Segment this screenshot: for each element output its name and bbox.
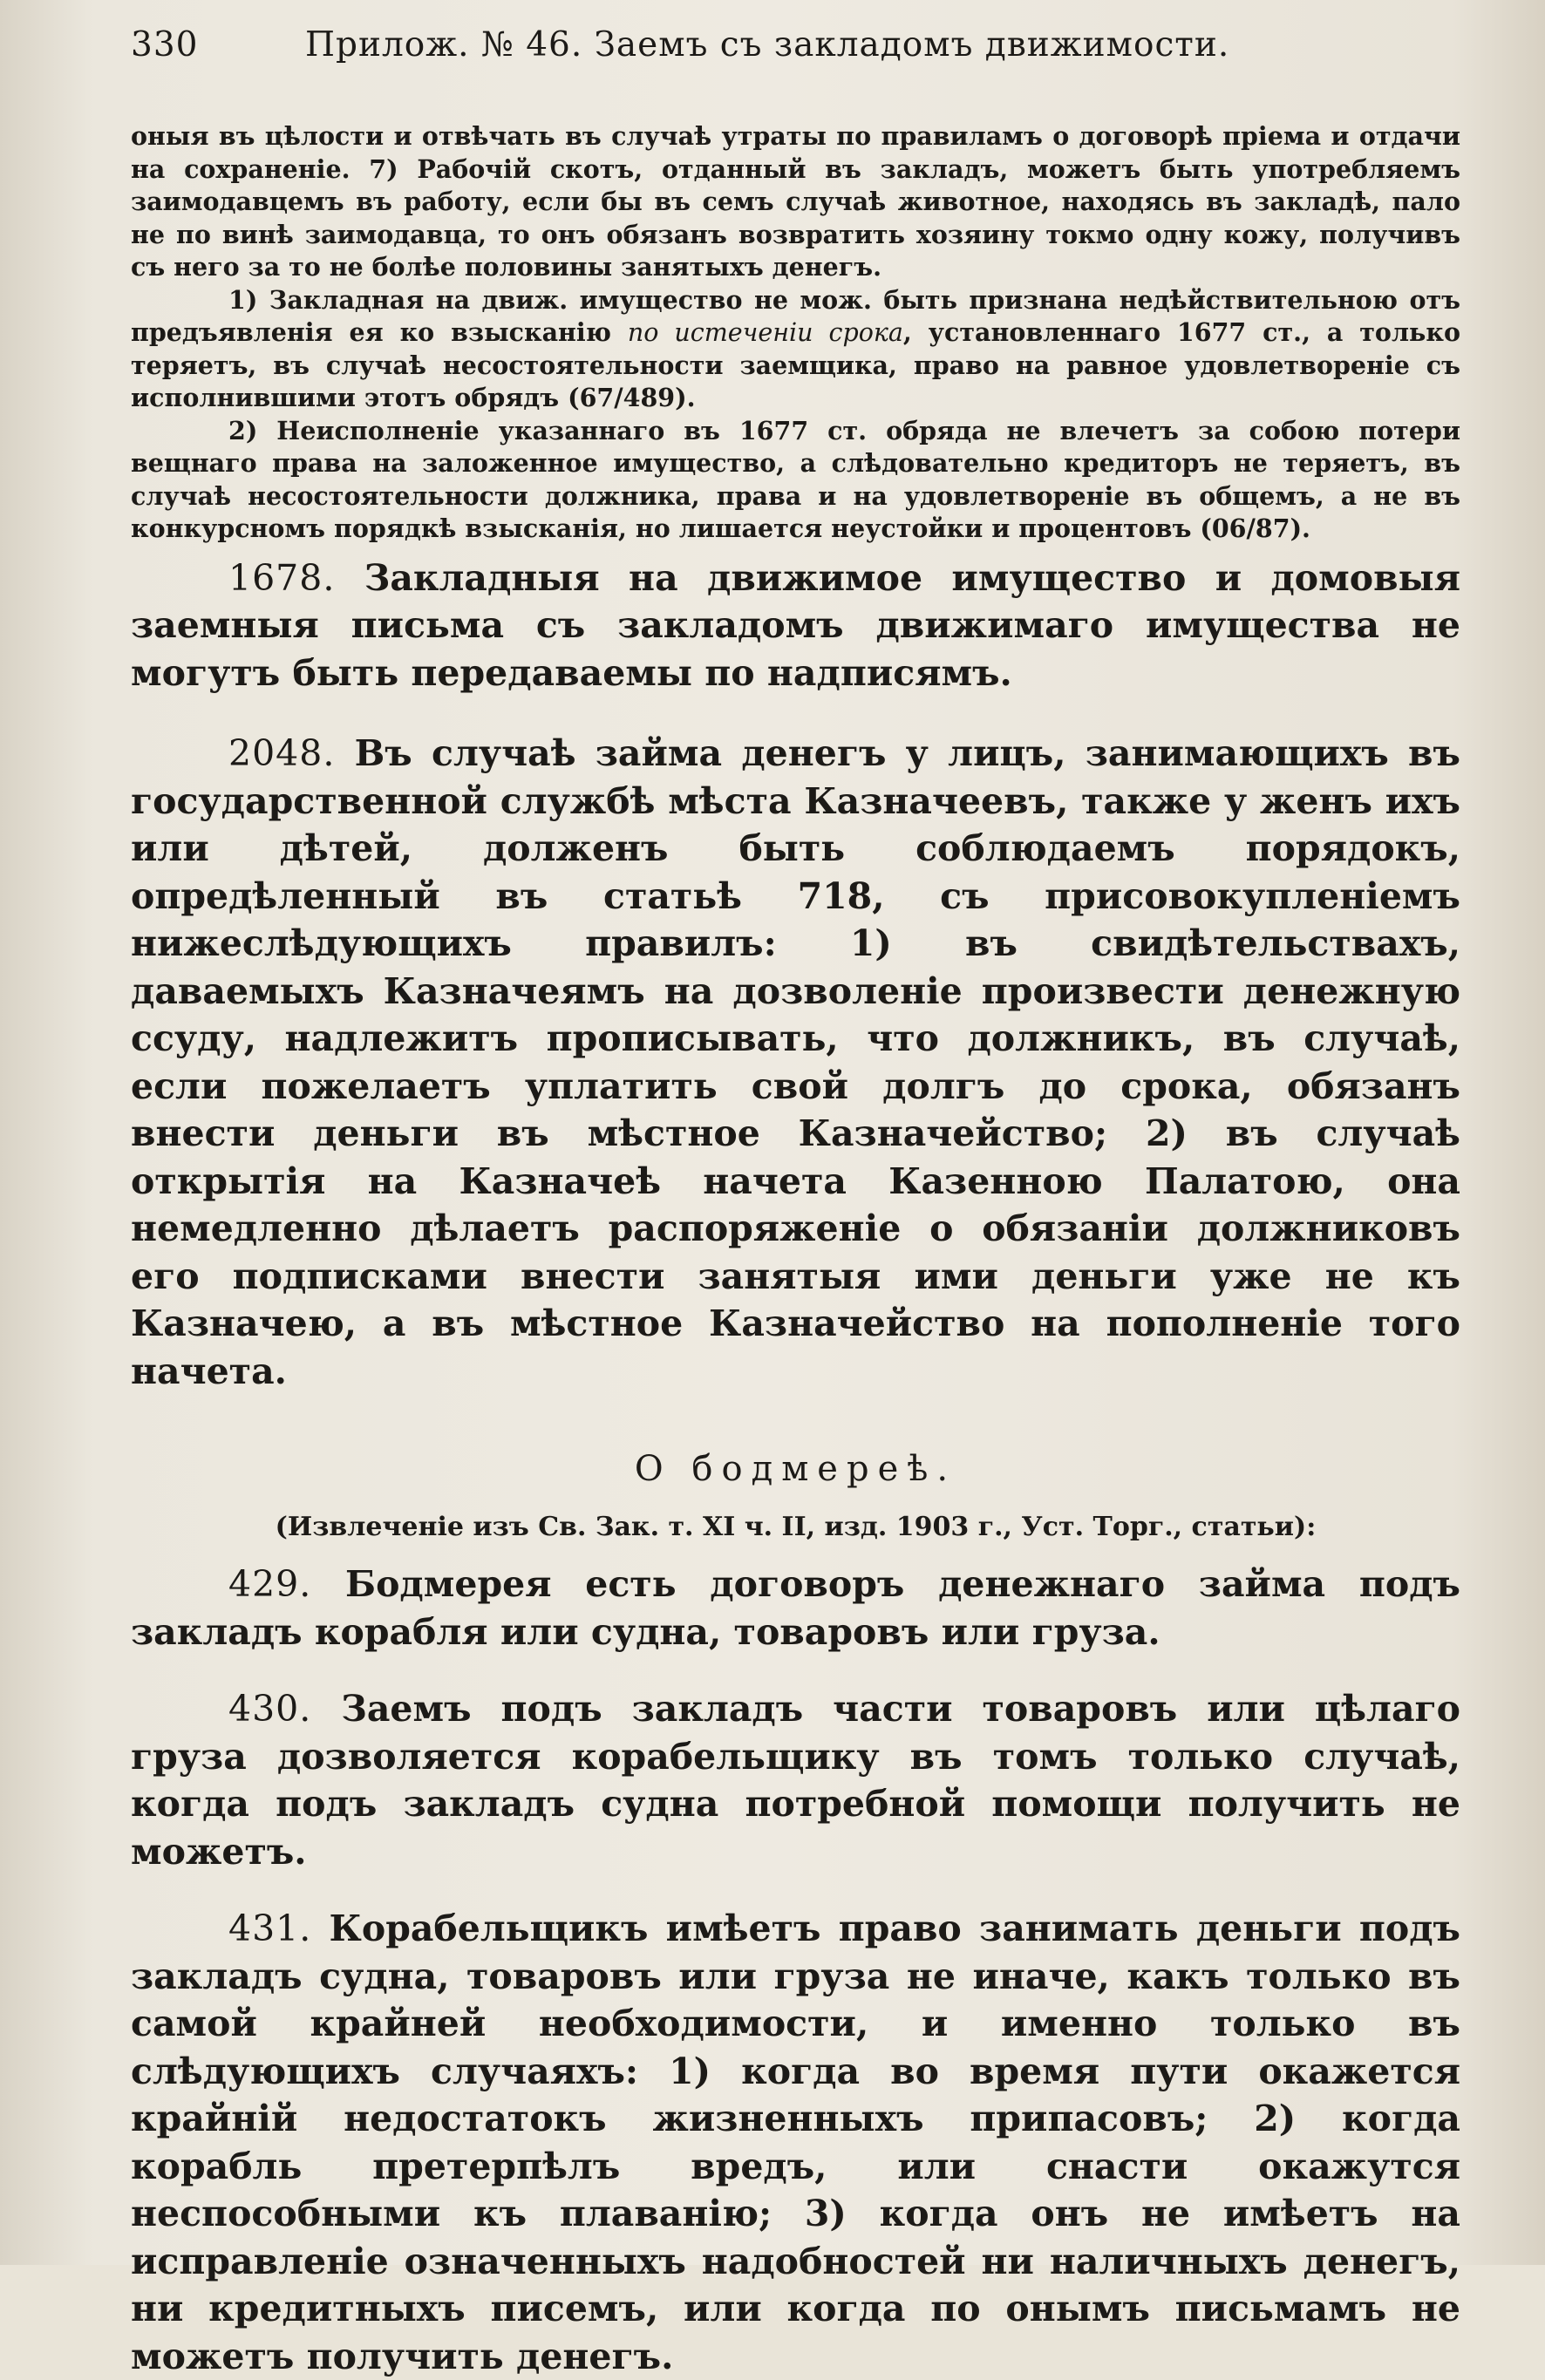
continued-text: оныя въ цѣлости и отвѣчать въ случаѣ утраты по правиламъ о договорѣ пріема и отдачи на сохраненіе. 7) Рабочій скотъ, отданный въ закладъ, можетъ быть употребляемъ заимодавцемъ въ работу, если бы въ семъ случаѣ животное, находясь въ закладѣ, пало не по винѣ заимодавца, то онъ обязанъ возвратить хозяину токмо одну кожу, получивъ съ него за то не болѣе половины занятыхъ денегъ. [131,121,1460,282]
article-number: 2048. [228,732,336,774]
article-text: Корабельщикъ имѣетъ право занимать деньги подъ закладъ судна, товаровъ или груза не иначе, какъ только въ самой крайней необходимости, и именно только въ слѣдующихъ случаяхъ: 1) когда во время пути окажется крайній недостатокъ жизненныхъ припасовъ; 2) когда корабль претерпѣлъ вредъ, или снасти окажутся неспособными къ плаванію; 3) когда онъ не имѣетъ на исправленіе означенныхъ надобностей ни наличныхъ денегъ, ни кредитныхъ писемъ, или когда по онымъ письмамъ не можетъ получить денегъ. [131,1907,1460,2377]
footnote-1-text-b: , установленнаго 1677 ст., а только теряетъ, въ случаѣ несостоятельности заемщика, право на равное удовлетвореніе съ исполнившими этотъ обрядъ (67/489). [131,317,1460,412]
article-430 [131,1685,1460,1875]
page-content [131,24,1460,2380]
running-header [131,24,1460,66]
footnote-2: 2) Неисполненіе указаннаго въ 1677 ст. обряда не влечетъ за собою потери вещнаго права на заложенное имущество, а слѣдовательно кредиторъ не теряетъ, въ случаѣ несостоятельности должника, права и на удовлетвореніе въ общемъ, а не въ конкурсномъ порядкѣ взысканія, но лишается неустойки и процентовъ (06/87). [131,415,1460,543]
article-number: 1678. [228,556,336,599]
article-1678 [131,554,1460,697]
footnote-1-text-a: 1) Закладная на движ. имущество не мож. быть признана недѣйствительною отъ предъявленія ея ко взысканію [131,284,1460,347]
article-number: 429. [228,1563,312,1605]
article-2048 [131,730,1460,1395]
article-431 [131,1905,1460,2380]
footnote-1 [131,284,1460,415]
article-429 [131,1561,1460,1656]
article-text: Заемъ подъ закладъ части товаровъ или цѣлаго груза дозволяется корабельщику въ томъ только случаѣ, когда подъ закладъ судна потребной помощи получить не можетъ. [131,1688,1460,1873]
page-number: 330 [131,25,199,65]
article-text: Закладныя на движимое имущество и домовыя заемныя письма съ закладомъ движимаго имущества не могутъ быть передаваемы по надписямъ. [131,556,1460,694]
article-number: 430. [228,1688,312,1730]
section-title: О бодмереѣ. [634,1449,957,1489]
footnote-1-italic: по истеченіи срока [627,318,903,347]
article-text: Бодмерея есть договоръ денежнаго займа подъ закладъ корабля или судна, товаровъ или груза. [131,1563,1460,1653]
section-source: (Извлеченіе изъ Св. Зак. т. XI ч. II, изд. 1903 г., Уст. Торг., статьи): [275,1512,1317,1542]
article-number: 431. [228,1907,312,1949]
running-title: Прилож. № 46. Заемъ съ закладомъ движимости. [305,25,1230,65]
article-text: Въ случаѣ займа денегъ у лицъ, занимающихъ въ государственной службѣ мѣста Казначеевъ, также у женъ ихъ или дѣтей, долженъ быть соблюдаемъ порядокъ, опредѣленный въ статьѣ 718, съ присовокупленіемъ нижеслѣдующихъ правилъ: 1) въ свидѣтельствахъ, даваемыхъ Казначеямъ на дозволеніе произвести денежную ссуду, надлежитъ прописывать, что должникъ, въ случаѣ, если пожелаетъ уплатить свой долгъ до срока, обязанъ внести деньги въ мѣстное Казначейство; 2) въ случаѣ открытія на Казначеѣ начета Казенною Палатою, она немедленно дѣлаетъ распоряженіе о обязаніи должниковъ его подписками внести занятыя ими деньги уже не къ Казначею, а въ мѣстное Казначейство на пополненіе того начета. [131,732,1460,1392]
